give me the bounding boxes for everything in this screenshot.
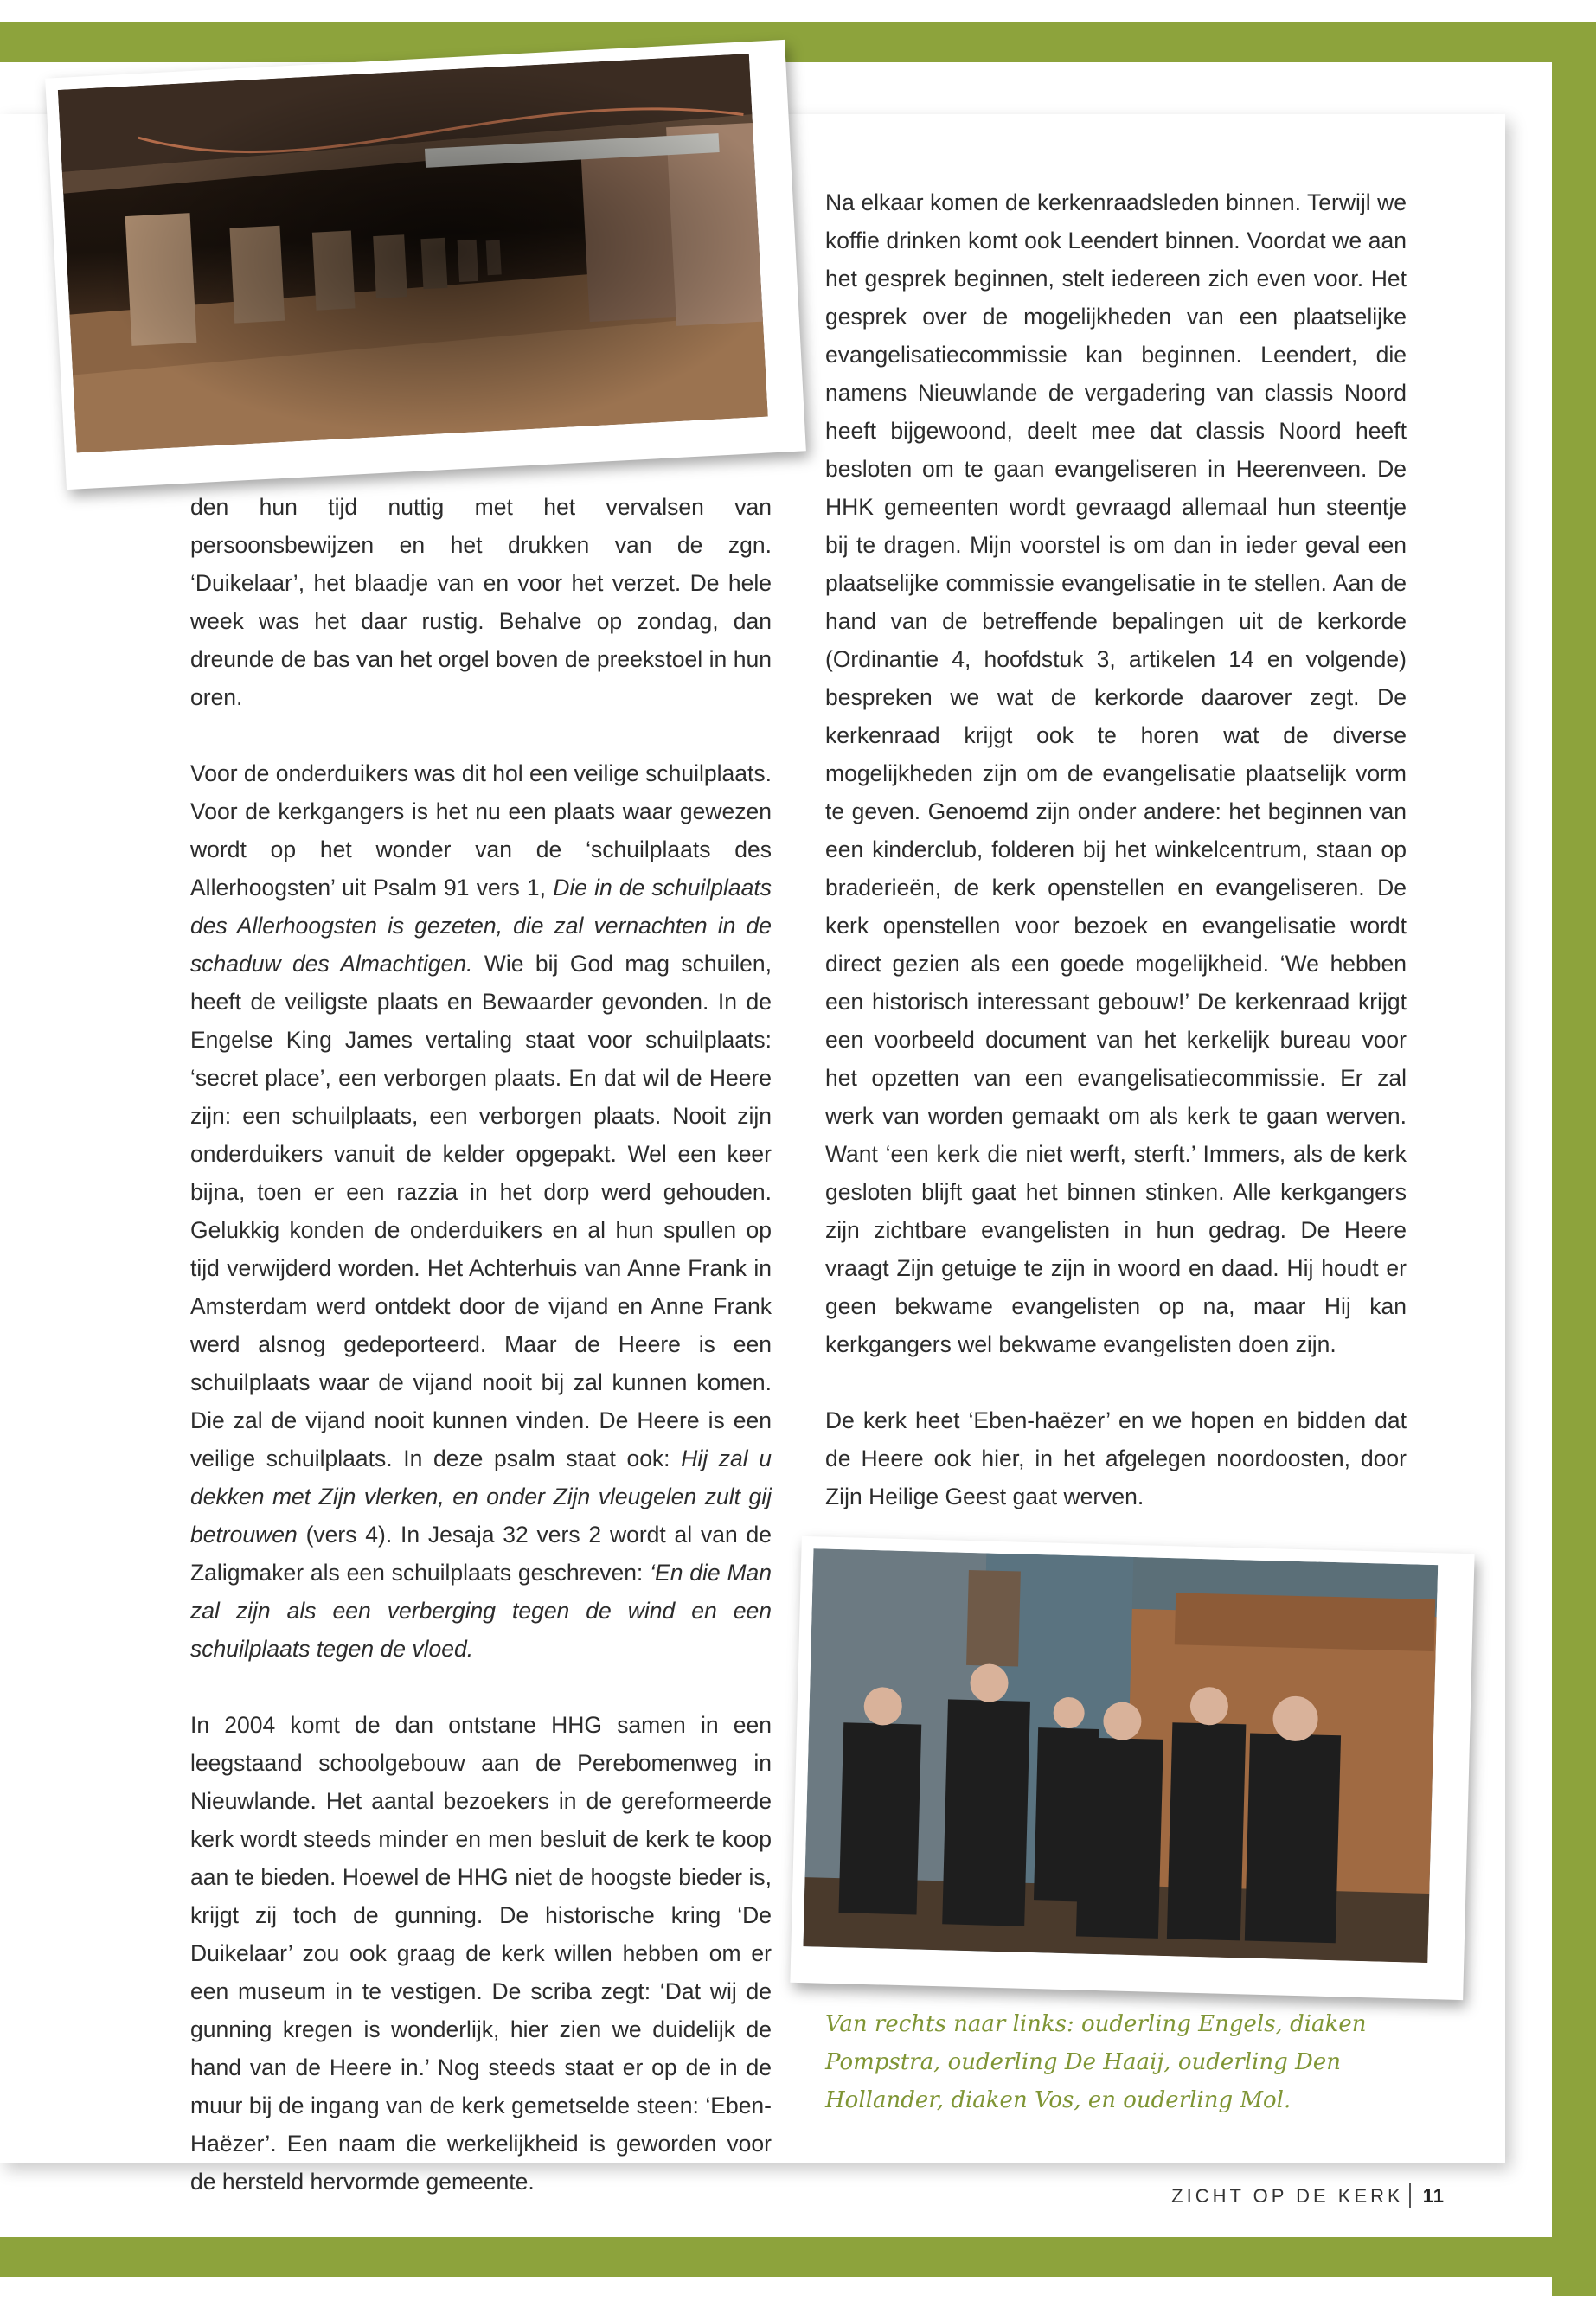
page-frame-right <box>1552 22 1596 2296</box>
bible-quote: Hij zal u dekken met Zijn vlerken, en onder Zijn vleugelen zult gij betrouwen <box>190 1445 772 1548</box>
paragraph: In 2004 komt de dan ontstane HHG samen in een leegstaand schoolgebouw aan de Perebomenweg in Nieuwlande. Het aantal bezoekers in de gereformeerde kerk wordt steeds minder en men besluit de kerk te koop aan te bieden. Hoewel de HHG niet de hoogste bieder is, krijgt zij toch de gunning. De historische kring ‘De Duikelaar’ zou ook graag de kerk willen hebben om er een museum in te vestigen. De scriba zegt: ‘Dat wij de gunning kregen is wonderlijk, hier zien we duidelijk de hand van de Heere in.’ Nog steeds staat er op de in de muur bij de ingang van de kerk gemetselde steen: ‘Eben-Haëzer’. Een naam die werkelijkheid is geworden voor de hersteld hervormde gemeente. <box>190 1712 772 2195</box>
page-frame-bottom <box>0 2237 1596 2277</box>
paragraph-text: (vers 4). In Jesaja 32 vers 2 wordt al van de Zaligmaker als een schuilplaats geschreven: <box>190 1522 772 1586</box>
paragraph <box>190 754 772 1668</box>
paragraph-text: Voor de onderduikers was dit hol een veilige schuilplaats. Voor de kerkgangers is het nu een plaats waar gewezen wordt op het wonder van de ‘schuilplaats des Allerhoogsten’ uit Psalm 91 vers 1, <box>190 760 772 901</box>
photo-caption: Van rechts naar links: ouderling Engels, diaken Pompstra, ouderling De Haaij, ouderling Den Hollander, diaken Vos, en ouderling Mol. <box>825 2011 1367 2113</box>
paragraph-text: Wie bij God mag schuilen, heeft de veiligste plaats en Bewaarder gevonden. In de Engelse King James vertaling staat voor schuilplaats: ‘secret place’, een verborgen plaats. En dat wil de Heere zijn: een schuilplaats, een verborgen plaats. Nooit zijn onderduikers vanuit de kelder opgepakt. Wel een keer bijna, toen er een razzia in het dorp werd gehouden. Gelukkig konden de onderduikers en al hun spullen op tijd verwijderd worden. Het Achterhuis van Anne Frank in Amsterdam werd ontdekt door de vijand en Anne Frank werd alsnog gedeporteerd. Maar de Heere is een schuilplaats waar de vijand nooit bij zal kunnen komen. Die zal de vijand nooit kunnen vinden. De Heere is een veilige schuilplaats. In deze psalm staat ook: <box>190 951 772 1471</box>
paragraph: De kerk heet ‘Eben-haëzer’ en we hopen en bidden dat de Heere ook hier, in het afgelegen noordoosten, door Zijn Heilige Geest gaat werven. <box>825 1407 1407 1509</box>
page-number: 11 <box>1422 2185 1445 2207</box>
article-right-column <box>825 183 1407 1516</box>
page-footer <box>1125 2183 1445 2208</box>
article-left-column <box>190 488 772 2201</box>
council-group-image <box>803 1548 1438 1963</box>
page-margin-top <box>0 0 1596 22</box>
footer-divider <box>1409 2183 1411 2208</box>
photo-crawlspace <box>45 40 806 490</box>
bible-quote: ‘En die Man zal zijn als een verberging tegen de wind en een schuilplaats tegen de vloed. <box>190 1560 772 1662</box>
photo-church-council <box>790 1536 1474 2000</box>
crawlspace-image <box>58 54 768 452</box>
bible-quote: Die in de schuilplaats des Allerhoogsten is gezeten, die zal vernachten in de schaduw des Almachtigen. <box>190 875 772 977</box>
paragraph: Na elkaar komen de kerkenraadsleden binnen. Terwijl we koffie drinken komt ook Leendert binnen. Voordat we aan het gesprek beginnen, stelt iedereen zich even voor. Het gesprek over de mogelijkheden van een plaatselijke evangelisatiecommissie kan beginnen. Leendert, die namens Nieuwlande de vergadering van classis Noord heeft bijgewoond, deelt mee dat classis Noord heeft besloten om te gaan evangeliseren in Heerenveen. De HHK gemeenten wordt gevraagd allemaal hun steentje bij te dragen. Mijn voorstel is om dan in ieder geval een plaatselijke commissie evangelisatie in te stellen. Aan de hand van de betreffende bepalingen uit de kerkorde (Ordinantie 4, hoofdstuk 3, artikelen 14 en volgende) bespreken we wat de kerkorde daarover zegt. De kerkenraad krijgt ook te horen wat de diverse mogelijkheden zijn om de evangelisatie plaatselijk vorm te geven. Genoemd zijn onder andere: het beginnen van een kinderclub, folderen bij het winkelcentrum, staan op braderieën, de kerk openstellen en evangeliseren. De kerk openstellen voor bezoek en evangelisatie wordt direct gezien als een goede mogelijkheid. ‘We hebben een historisch interessant gebouw!’ De kerkenraad krijgt een voorbeeld document van het kerkelijk bureau voor het opzetten van een evangelisatiecommissie. Er zal werk van worden gemaakt om als kerk te gaan werven. Want ‘een kerk die niet werft, sterft.’ Immers, als de kerk gesloten blijft gaat het binnen stinken. Alle kerkgangers zijn zichtbare evangelisten in hun gedrag. De Heere vraagt Zijn getuige te zijn in woord en daad. Hij houdt er geen bekwame evangelisten op na, maar Hij kan kerkgangers wel bekwame evangelisten doen zijn. <box>825 189 1407 1357</box>
paragraph: den hun tijd nuttig met het vervalsen van persoonsbewijzen en het drukken van de zgn. ‘Duikelaar’, het blaadje van en voor het verzet. De hele week was het daar rustig. Behalve op zondag, dan dreunde de bas van het orgel boven de preekstoel in hun oren. <box>190 494 772 710</box>
magazine-title: ZICHT OP DE KERK <box>1171 2185 1404 2207</box>
